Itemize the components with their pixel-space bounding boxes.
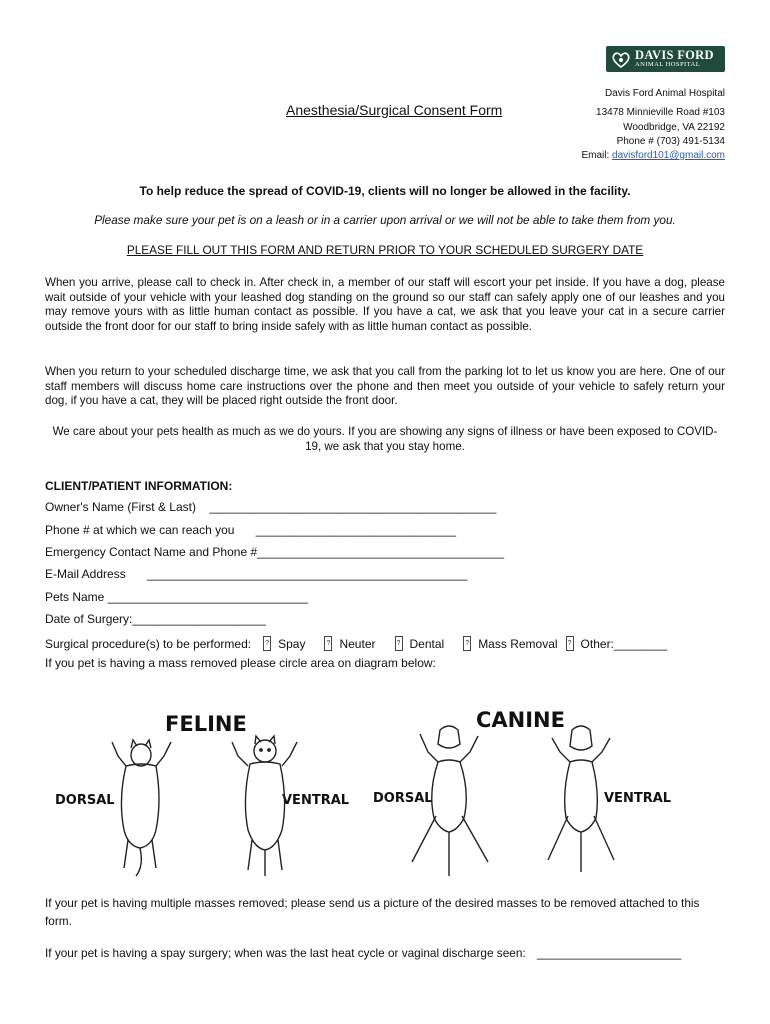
mass-removal-option: Mass Removal [478,636,558,651]
clinic-city: Woodbridge, VA 22192 [623,122,725,133]
email-row [45,567,467,581]
other-option[interactable]: Other:________ [580,636,668,651]
leash-notice: Please make sure your pet is on a leash or in a carrier upon arrival or we will not be able to take them from you. [94,213,676,227]
mass-instruction: If you pet is having a mass removed please circle area on diagram below: [45,656,436,670]
surgery-date-label: Date of Surgery: [45,612,133,626]
phone-row [45,523,456,537]
phone-field[interactable]: ______________________________ [255,523,457,537]
pet-name-field[interactable]: ______________________________ [107,590,308,604]
multiple-masses-note: If your pet is having multiple masses removed; please send us a picture of the desired masses to be removed attached to this form. [45,896,700,928]
spay-question-row [45,946,681,960]
clinic-name: Davis Ford Animal Hospital [604,88,725,99]
procedure-label: Surgical procedure(s) to be performed: [45,636,252,651]
email-label: E-Mail Address [45,567,126,581]
logo-line-2: ANIMAL HOSPITAL [635,61,701,69]
surgery-date-row [45,612,266,626]
owner-name-label: Owner's Name (First & Last) [45,500,196,514]
clinic-email-label: Email: [581,150,610,161]
fill-out-notice: PLEASE FILL OUT THIS FORM AND RETURN PRIOR TO YOUR SCHEDULED SURGERY DATE [126,243,644,257]
neuter-option: Neuter [339,636,376,651]
spay-option: Spay [278,636,306,651]
clinic-street: 13478 Minnieville Road #103 [596,107,725,118]
health-paragraph: We care about your pets health as much as we do yours. If you are showing any signs of illness or have been exposed to COVID-19, we ask that you stay home. [52,425,718,453]
mass-removal-checkbox[interactable]: ? [463,636,471,651]
form-title: Anesthesia/Surgical Consent Form [286,102,503,118]
emergency-label: Emergency Contact Name and Phone # [45,545,258,559]
client-info-heading: CLIENT/PATIENT INFORMATION: [45,479,233,493]
covid-notice: To help reduce the spread of COVID-19, clients will no longer be allowed in the facility. [139,184,631,198]
discharge-paragraph: When you return to your scheduled discharge time, we ask that you call from the parking lot to let us know you are here. One of our staff members will discuss home care instructions over the phone and then meet you outside of your vehicle to safely return your dog, if you have a cat, they will be placed right outside the front door. [45,365,725,408]
procedure-row [45,636,667,651]
logo-line-1: DAVIS FORD [635,47,714,62]
neuter-checkbox[interactable]: ? [324,636,332,651]
email-field[interactable]: ________________________________________________ [147,567,468,581]
surgery-date-field[interactable]: ____________________ [132,612,266,626]
canine-title: CANINE [476,708,565,732]
feline-title: FELINE [165,712,247,736]
owner-name-field[interactable]: ___________________________________________ [209,500,497,514]
owner-name-row [45,500,496,514]
arrival-paragraph: When you arrive, please call to check in. After check in, a member of our staff will escort your pet inside. If you have a dog, please wait outside of your vehicle with your leashed dog standing on the ground so our staff can safely apply one of our leashes and you may remove yours with as little human contact as possible. If you have a cat, we ask that you leave your cat in a secure carrier outside the front door for our staff to bring inside safely with as little human contact as possible. [45,276,725,333]
canine-dorsal-label: DORSAL [373,791,433,806]
feline-ventral-label: VENTRAL [282,793,350,808]
dental-option: Dental [409,636,445,651]
spay-question-field[interactable]: ______________________ [536,946,682,960]
spay-checkbox[interactable]: ? [263,636,271,651]
canine-ventral-label: VENTRAL [604,791,672,806]
dental-checkbox[interactable]: ? [395,636,403,651]
clinic-phone: Phone # (703) 491-5134 [616,136,725,147]
pet-name-label: Pets Name [45,590,105,604]
emergency-row [45,545,504,559]
spay-question-label: If your pet is having a spay surgery; when was the last heat cycle or vaginal discharge seen: [45,946,526,960]
mass-location-diagram[interactable] [0,700,770,880]
phone-label: Phone # at which we can reach you [45,523,235,537]
other-checkbox[interactable]: ? [566,636,574,651]
feline-dorsal-label: DORSAL [55,793,115,808]
clinic-email-link[interactable]: davisford101@gmail.com [612,150,725,161]
feline-dorsal-outline[interactable] [112,740,171,876]
emergency-field[interactable]: _____________________________________ [257,545,505,559]
pet-name-row [45,590,308,604]
